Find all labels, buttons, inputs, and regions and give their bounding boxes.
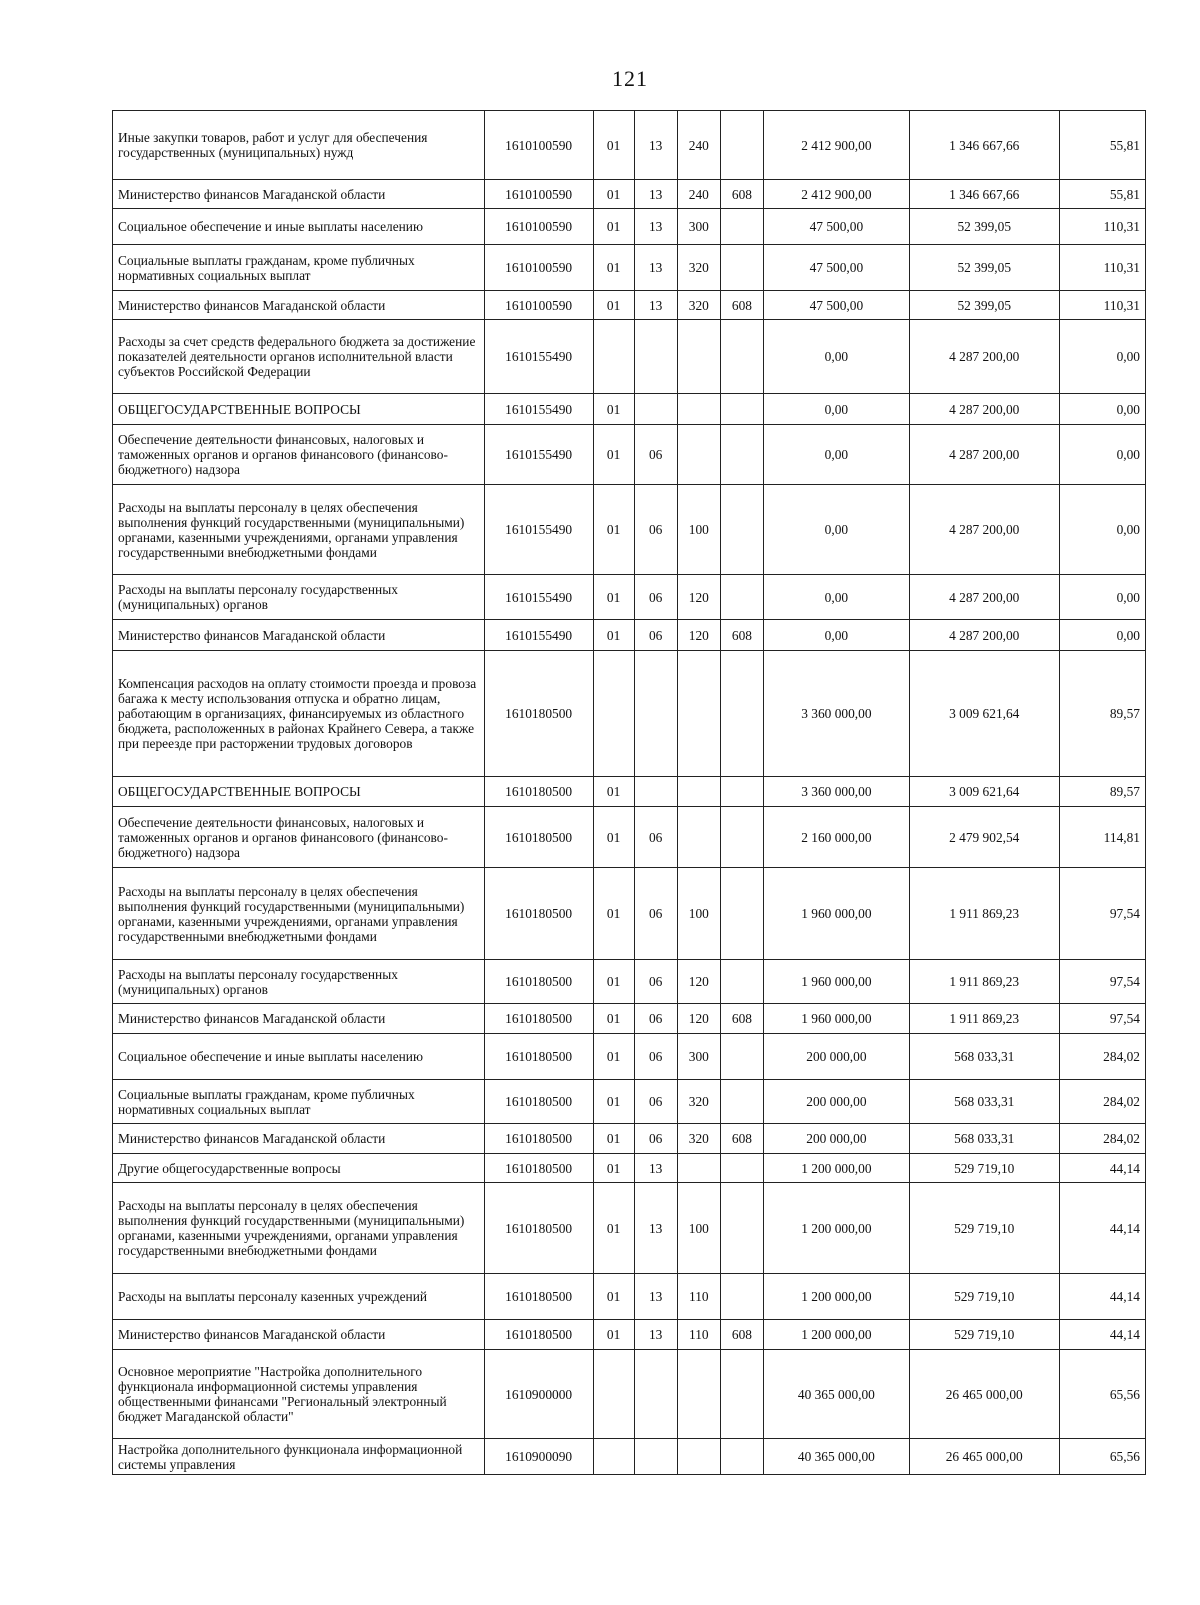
actual-amount: 3 009 621,64 bbox=[909, 651, 1059, 777]
administrator-code bbox=[720, 394, 763, 425]
plan-amount: 1 960 000,00 bbox=[763, 960, 909, 1004]
target-code: 1610180500 bbox=[484, 1154, 593, 1183]
administrator-code bbox=[720, 960, 763, 1004]
execution-percent: 110,31 bbox=[1059, 291, 1145, 320]
section-code: 01 bbox=[593, 1183, 634, 1274]
actual-amount: 529 719,10 bbox=[909, 1274, 1059, 1320]
table-row bbox=[113, 620, 1146, 651]
execution-percent: 0,00 bbox=[1059, 320, 1145, 394]
execution-percent: 284,02 bbox=[1059, 1034, 1145, 1080]
plan-amount: 2 412 900,00 bbox=[763, 111, 909, 180]
execution-percent: 284,02 bbox=[1059, 1080, 1145, 1124]
plan-amount: 1 960 000,00 bbox=[763, 1004, 909, 1034]
administrator-code bbox=[720, 320, 763, 394]
subsection-code: 06 bbox=[634, 1124, 677, 1154]
subsection-code: 06 bbox=[634, 960, 677, 1004]
subsection-code: 13 bbox=[634, 1183, 677, 1274]
target-code: 1610100590 bbox=[484, 180, 593, 209]
section-code: 01 bbox=[593, 394, 634, 425]
subsection-code: 06 bbox=[634, 485, 677, 575]
expense-type-code: 100 bbox=[677, 485, 720, 575]
table-row bbox=[113, 1154, 1146, 1183]
plan-amount: 1 960 000,00 bbox=[763, 868, 909, 960]
plan-amount: 0,00 bbox=[763, 575, 909, 620]
expense-type-code: 100 bbox=[677, 868, 720, 960]
plan-amount: 200 000,00 bbox=[763, 1080, 909, 1124]
target-code: 1610900000 bbox=[484, 1350, 593, 1439]
execution-percent: 44,14 bbox=[1059, 1154, 1145, 1183]
administrator-code bbox=[720, 868, 763, 960]
expense-type-code: 300 bbox=[677, 209, 720, 245]
section-code bbox=[593, 320, 634, 394]
target-code: 1610180500 bbox=[484, 651, 593, 777]
table-row bbox=[113, 651, 1146, 777]
subsection-code: 13 bbox=[634, 180, 677, 209]
table-row bbox=[113, 1439, 1146, 1475]
row-name: Министерство финансов Магаданской области bbox=[113, 180, 485, 209]
target-code: 1610180500 bbox=[484, 1034, 593, 1080]
administrator-code bbox=[720, 777, 763, 807]
row-name: Социальное обеспечение и иные выплаты населению bbox=[113, 1034, 485, 1080]
execution-percent: 0,00 bbox=[1059, 394, 1145, 425]
table-row bbox=[113, 320, 1146, 394]
subsection-code bbox=[634, 320, 677, 394]
administrator-code: 608 bbox=[720, 291, 763, 320]
target-code: 1610180500 bbox=[484, 777, 593, 807]
expense-type-code bbox=[677, 807, 720, 868]
actual-amount: 529 719,10 bbox=[909, 1154, 1059, 1183]
section-code: 01 bbox=[593, 575, 634, 620]
plan-amount: 200 000,00 bbox=[763, 1124, 909, 1154]
section-code: 01 bbox=[593, 1124, 634, 1154]
execution-percent: 97,54 bbox=[1059, 960, 1145, 1004]
execution-percent: 44,14 bbox=[1059, 1320, 1145, 1350]
administrator-code: 608 bbox=[720, 180, 763, 209]
table-row bbox=[113, 1080, 1146, 1124]
table-row bbox=[113, 807, 1146, 868]
row-name: Министерство финансов Магаданской области bbox=[113, 291, 485, 320]
actual-amount: 1 346 667,66 bbox=[909, 180, 1059, 209]
subsection-code: 13 bbox=[634, 1320, 677, 1350]
administrator-code bbox=[720, 1034, 763, 1080]
section-code: 01 bbox=[593, 485, 634, 575]
table-row bbox=[113, 960, 1146, 1004]
expense-type-code: 110 bbox=[677, 1274, 720, 1320]
target-code: 1610100590 bbox=[484, 291, 593, 320]
actual-amount: 2 479 902,54 bbox=[909, 807, 1059, 868]
execution-percent: 65,56 bbox=[1059, 1350, 1145, 1439]
target-code: 1610100590 bbox=[484, 245, 593, 291]
plan-amount: 0,00 bbox=[763, 620, 909, 651]
target-code: 1610100590 bbox=[484, 209, 593, 245]
section-code bbox=[593, 651, 634, 777]
plan-amount: 0,00 bbox=[763, 394, 909, 425]
expense-type-code: 110 bbox=[677, 1320, 720, 1350]
table-body bbox=[113, 111, 1146, 1475]
administrator-code bbox=[720, 651, 763, 777]
execution-percent: 0,00 bbox=[1059, 620, 1145, 651]
section-code: 01 bbox=[593, 245, 634, 291]
target-code: 1610180500 bbox=[484, 1320, 593, 1350]
actual-amount: 568 033,31 bbox=[909, 1124, 1059, 1154]
expense-type-code: 320 bbox=[677, 291, 720, 320]
plan-amount: 47 500,00 bbox=[763, 245, 909, 291]
subsection-code bbox=[634, 1350, 677, 1439]
row-name: Обеспечение деятельности финансовых, налоговых и таможенных органов и органов финансового (финансово-бюджетного) надзора bbox=[113, 807, 485, 868]
actual-amount: 4 287 200,00 bbox=[909, 485, 1059, 575]
subsection-code bbox=[634, 651, 677, 777]
section-code: 01 bbox=[593, 1080, 634, 1124]
execution-percent: 89,57 bbox=[1059, 777, 1145, 807]
row-name: Расходы на выплаты персоналу в целях обеспечения выполнения функций государственными (муниципальными) органами, казенными учреждениями, органами управления государственными внебюджетными фондами bbox=[113, 868, 485, 960]
table-row bbox=[113, 777, 1146, 807]
plan-amount: 200 000,00 bbox=[763, 1034, 909, 1080]
budget-table bbox=[112, 110, 1146, 1475]
table-row bbox=[113, 575, 1146, 620]
subsection-code: 13 bbox=[634, 291, 677, 320]
target-code: 1610155490 bbox=[484, 575, 593, 620]
execution-percent: 44,14 bbox=[1059, 1274, 1145, 1320]
section-code: 01 bbox=[593, 1004, 634, 1034]
target-code: 1610180500 bbox=[484, 868, 593, 960]
table-row bbox=[113, 485, 1146, 575]
expense-type-code bbox=[677, 1154, 720, 1183]
administrator-code: 608 bbox=[720, 1320, 763, 1350]
row-name: Министерство финансов Магаданской области bbox=[113, 1004, 485, 1034]
plan-amount: 1 200 000,00 bbox=[763, 1274, 909, 1320]
execution-percent: 110,31 bbox=[1059, 245, 1145, 291]
row-name: Расходы за счет средств федерального бюджета за достижение показателей деятельности органов исполнительной власти субъектов Российской Федерации bbox=[113, 320, 485, 394]
administrator-code: 608 bbox=[720, 1004, 763, 1034]
execution-percent: 0,00 bbox=[1059, 425, 1145, 485]
table-row bbox=[113, 1004, 1146, 1034]
section-code: 01 bbox=[593, 807, 634, 868]
section-code: 01 bbox=[593, 111, 634, 180]
target-code: 1610180500 bbox=[484, 960, 593, 1004]
actual-amount: 26 465 000,00 bbox=[909, 1439, 1059, 1475]
subsection-code: 06 bbox=[634, 1004, 677, 1034]
actual-amount: 26 465 000,00 bbox=[909, 1350, 1059, 1439]
section-code: 01 bbox=[593, 425, 634, 485]
actual-amount: 568 033,31 bbox=[909, 1080, 1059, 1124]
row-name: Расходы на выплаты персоналу государственных (муниципальных) органов bbox=[113, 960, 485, 1004]
subsection-code bbox=[634, 1439, 677, 1475]
plan-amount: 47 500,00 bbox=[763, 209, 909, 245]
subsection-code: 06 bbox=[634, 425, 677, 485]
target-code: 1610155490 bbox=[484, 394, 593, 425]
plan-amount: 40 365 000,00 bbox=[763, 1350, 909, 1439]
expense-type-code: 120 bbox=[677, 620, 720, 651]
subsection-code: 13 bbox=[634, 1154, 677, 1183]
section-code: 01 bbox=[593, 868, 634, 960]
row-name: Министерство финансов Магаданской области bbox=[113, 620, 485, 651]
plan-amount: 3 360 000,00 bbox=[763, 777, 909, 807]
row-name: ОБЩЕГОСУДАРСТВЕННЫЕ ВОПРОСЫ bbox=[113, 777, 485, 807]
section-code bbox=[593, 1350, 634, 1439]
execution-percent: 0,00 bbox=[1059, 485, 1145, 575]
administrator-code bbox=[720, 1274, 763, 1320]
actual-amount: 3 009 621,64 bbox=[909, 777, 1059, 807]
section-code: 01 bbox=[593, 620, 634, 651]
expense-type-code: 240 bbox=[677, 180, 720, 209]
expense-type-code: 120 bbox=[677, 575, 720, 620]
subsection-code: 06 bbox=[634, 868, 677, 960]
row-name: Расходы на выплаты персоналу в целях обеспечения выполнения функций государственными (муниципальными) органами, казенными учреждениями, органами управления государственными внебюджетными фондами bbox=[113, 1183, 485, 1274]
expense-type-code bbox=[677, 1350, 720, 1439]
plan-amount: 40 365 000,00 bbox=[763, 1439, 909, 1475]
expense-type-code: 120 bbox=[677, 1004, 720, 1034]
expense-type-code: 320 bbox=[677, 1124, 720, 1154]
subsection-code bbox=[634, 394, 677, 425]
actual-amount: 529 719,10 bbox=[909, 1320, 1059, 1350]
row-name: Основное мероприятие "Настройка дополнительного функционала информационной системы управления общественными финансами "Региональный электронный бюджет Магаданской области" bbox=[113, 1350, 485, 1439]
row-name: Компенсация расходов на оплату стоимости проезда и провоза багажа к месту использования отпуска и обратно лицам, работающим в организациях, финансируемых из областного бюджета, расположенных в районах Крайнего Севера, а также при переезде при расторжении трудовых договоров bbox=[113, 651, 485, 777]
section-code: 01 bbox=[593, 960, 634, 1004]
target-code: 1610155490 bbox=[484, 620, 593, 651]
actual-amount: 1 346 667,66 bbox=[909, 111, 1059, 180]
expense-type-code: 100 bbox=[677, 1183, 720, 1274]
administrator-code bbox=[720, 209, 763, 245]
administrator-code bbox=[720, 575, 763, 620]
actual-amount: 52 399,05 bbox=[909, 209, 1059, 245]
subsection-code: 06 bbox=[634, 620, 677, 651]
row-name: Настройка дополнительного функционала информационной системы управления bbox=[113, 1439, 485, 1475]
execution-percent: 114,81 bbox=[1059, 807, 1145, 868]
administrator-code: 608 bbox=[720, 620, 763, 651]
section-code: 01 bbox=[593, 1274, 634, 1320]
execution-percent: 55,81 bbox=[1059, 111, 1145, 180]
table-row bbox=[113, 291, 1146, 320]
plan-amount: 1 200 000,00 bbox=[763, 1320, 909, 1350]
table-row bbox=[113, 868, 1146, 960]
expense-type-code: 300 bbox=[677, 1034, 720, 1080]
table-row bbox=[113, 1320, 1146, 1350]
plan-amount: 0,00 bbox=[763, 320, 909, 394]
page-number: 121 bbox=[612, 66, 648, 91]
section-code: 01 bbox=[593, 1034, 634, 1080]
row-name: Министерство финансов Магаданской области bbox=[113, 1124, 485, 1154]
execution-percent: 89,57 bbox=[1059, 651, 1145, 777]
expense-type-code bbox=[677, 1439, 720, 1475]
table-row bbox=[113, 1350, 1146, 1439]
actual-amount: 52 399,05 bbox=[909, 291, 1059, 320]
execution-percent: 97,54 bbox=[1059, 1004, 1145, 1034]
execution-percent: 0,00 bbox=[1059, 575, 1145, 620]
subsection-code: 13 bbox=[634, 245, 677, 291]
section-code: 01 bbox=[593, 180, 634, 209]
table-row bbox=[113, 1274, 1146, 1320]
plan-amount: 2 412 900,00 bbox=[763, 180, 909, 209]
expense-type-code: 240 bbox=[677, 111, 720, 180]
actual-amount: 4 287 200,00 bbox=[909, 575, 1059, 620]
plan-amount: 3 360 000,00 bbox=[763, 651, 909, 777]
expense-type-code bbox=[677, 425, 720, 485]
administrator-code bbox=[720, 425, 763, 485]
subsection-code: 06 bbox=[634, 807, 677, 868]
row-name: Социальное обеспечение и иные выплаты населению bbox=[113, 209, 485, 245]
actual-amount: 4 287 200,00 bbox=[909, 394, 1059, 425]
subsection-code bbox=[634, 777, 677, 807]
row-name: Расходы на выплаты персоналу в целях обеспечения выполнения функций государственными (муниципальными) органами, казенными учреждениями, органами управления государственными внебюджетными фондами bbox=[113, 485, 485, 575]
execution-percent: 44,14 bbox=[1059, 1183, 1145, 1274]
administrator-code bbox=[720, 1439, 763, 1475]
administrator-code bbox=[720, 245, 763, 291]
execution-percent: 55,81 bbox=[1059, 180, 1145, 209]
table-row bbox=[113, 1183, 1146, 1274]
execution-percent: 97,54 bbox=[1059, 868, 1145, 960]
administrator-code bbox=[720, 1350, 763, 1439]
administrator-code bbox=[720, 807, 763, 868]
target-code: 1610180500 bbox=[484, 1004, 593, 1034]
table-row bbox=[113, 1034, 1146, 1080]
actual-amount: 1 911 869,23 bbox=[909, 960, 1059, 1004]
row-name: Иные закупки товаров, работ и услуг для обеспечения государственных (муниципальных) нужд bbox=[113, 111, 485, 180]
target-code: 1610900090 bbox=[484, 1439, 593, 1475]
table-row bbox=[113, 394, 1146, 425]
section-code: 01 bbox=[593, 209, 634, 245]
table-row bbox=[113, 425, 1146, 485]
administrator-code bbox=[720, 1080, 763, 1124]
administrator-code bbox=[720, 485, 763, 575]
section-code bbox=[593, 1439, 634, 1475]
row-name: Другие общегосударственные вопросы bbox=[113, 1154, 485, 1183]
target-code: 1610155490 bbox=[484, 485, 593, 575]
expense-type-code bbox=[677, 320, 720, 394]
subsection-code: 06 bbox=[634, 575, 677, 620]
row-name: Социальные выплаты гражданам, кроме публичных нормативных социальных выплат bbox=[113, 245, 485, 291]
plan-amount: 1 200 000,00 bbox=[763, 1154, 909, 1183]
plan-amount: 1 200 000,00 bbox=[763, 1183, 909, 1274]
table-row bbox=[113, 111, 1146, 180]
section-code: 01 bbox=[593, 777, 634, 807]
table-row bbox=[113, 180, 1146, 209]
administrator-code: 608 bbox=[720, 1124, 763, 1154]
expense-type-code bbox=[677, 777, 720, 807]
target-code: 1610180500 bbox=[484, 1124, 593, 1154]
actual-amount: 1 911 869,23 bbox=[909, 868, 1059, 960]
execution-percent: 284,02 bbox=[1059, 1124, 1145, 1154]
actual-amount: 1 911 869,23 bbox=[909, 1004, 1059, 1034]
section-code: 01 bbox=[593, 1320, 634, 1350]
execution-percent: 65,56 bbox=[1059, 1439, 1145, 1475]
table-row bbox=[113, 245, 1146, 291]
section-code: 01 bbox=[593, 291, 634, 320]
target-code: 1610180500 bbox=[484, 807, 593, 868]
table-row bbox=[113, 1124, 1146, 1154]
subsection-code: 06 bbox=[634, 1034, 677, 1080]
row-name: Расходы на выплаты персоналу казенных учреждений bbox=[113, 1274, 485, 1320]
row-name: Министерство финансов Магаданской области bbox=[113, 1320, 485, 1350]
subsection-code: 13 bbox=[634, 209, 677, 245]
execution-percent: 110,31 bbox=[1059, 209, 1145, 245]
target-code: 1610155490 bbox=[484, 425, 593, 485]
subsection-code: 13 bbox=[634, 1274, 677, 1320]
section-code: 01 bbox=[593, 1154, 634, 1183]
plan-amount: 0,00 bbox=[763, 485, 909, 575]
plan-amount: 2 160 000,00 bbox=[763, 807, 909, 868]
expense-type-code bbox=[677, 651, 720, 777]
actual-amount: 568 033,31 bbox=[909, 1034, 1059, 1080]
plan-amount: 0,00 bbox=[763, 425, 909, 485]
actual-amount: 529 719,10 bbox=[909, 1183, 1059, 1274]
expense-type-code: 120 bbox=[677, 960, 720, 1004]
administrator-code bbox=[720, 1154, 763, 1183]
target-code: 1610100590 bbox=[484, 111, 593, 180]
row-name: Обеспечение деятельности финансовых, налоговых и таможенных органов и органов финансового (финансово-бюджетного) надзора bbox=[113, 425, 485, 485]
expense-type-code bbox=[677, 394, 720, 425]
row-name: Расходы на выплаты персоналу государственных (муниципальных) органов bbox=[113, 575, 485, 620]
actual-amount: 4 287 200,00 bbox=[909, 620, 1059, 651]
actual-amount: 4 287 200,00 bbox=[909, 425, 1059, 485]
plan-amount: 47 500,00 bbox=[763, 291, 909, 320]
actual-amount: 52 399,05 bbox=[909, 245, 1059, 291]
target-code: 1610155490 bbox=[484, 320, 593, 394]
administrator-code bbox=[720, 1183, 763, 1274]
row-name: Социальные выплаты гражданам, кроме публичных нормативных социальных выплат bbox=[113, 1080, 485, 1124]
actual-amount: 4 287 200,00 bbox=[909, 320, 1059, 394]
table-row bbox=[113, 209, 1146, 245]
expense-type-code: 320 bbox=[677, 1080, 720, 1124]
expense-type-code: 320 bbox=[677, 245, 720, 291]
target-code: 1610180500 bbox=[484, 1274, 593, 1320]
target-code: 1610180500 bbox=[484, 1080, 593, 1124]
target-code: 1610180500 bbox=[484, 1183, 593, 1274]
subsection-code: 13 bbox=[634, 111, 677, 180]
row-name: ОБЩЕГОСУДАРСТВЕННЫЕ ВОПРОСЫ bbox=[113, 394, 485, 425]
administrator-code bbox=[720, 111, 763, 180]
subsection-code: 06 bbox=[634, 1080, 677, 1124]
